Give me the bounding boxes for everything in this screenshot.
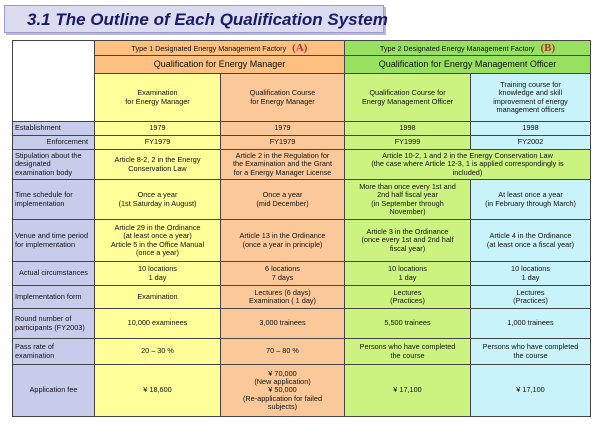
cell xyxy=(221,365,345,417)
cell xyxy=(221,262,345,286)
cell: ¥ 17,100 xyxy=(471,365,591,417)
cell xyxy=(345,286,471,309)
row-label: Stipulation about the designated examination body xyxy=(13,150,95,180)
row-stipulation xyxy=(13,150,591,180)
cell: FY2002 xyxy=(471,136,591,150)
qualification-header-row xyxy=(13,56,591,74)
row-label: Application fee xyxy=(13,365,95,417)
type2-badge: (B) xyxy=(540,41,556,54)
row-label: Implementation form xyxy=(13,286,95,309)
cell: 1979 xyxy=(95,122,221,136)
corner-cell xyxy=(13,41,95,122)
cell-text: More than once every 1st and 2nd half fiscal year (in September through November) xyxy=(359,182,456,216)
qual-officer-header: Qualification for Energy Management Officer xyxy=(345,56,591,74)
cell xyxy=(221,150,345,180)
row-label: Establishment xyxy=(13,122,95,136)
cell: 20 – 30 % xyxy=(95,339,221,365)
row-venue xyxy=(13,220,591,262)
cell: 1998 xyxy=(345,122,471,136)
cell-text: Article 2 in the Regulation for the Examination and the Grant for a Energy Manager License xyxy=(233,151,332,177)
row-actual xyxy=(13,262,591,286)
type1-badge: (A) xyxy=(292,41,308,54)
type2-header xyxy=(345,41,591,56)
row-participants xyxy=(13,309,591,339)
col-header-examination xyxy=(95,74,221,122)
cell xyxy=(221,286,345,309)
cell-text: Article 8-2, 2 in the Energy Conservation Law xyxy=(114,155,201,173)
cell xyxy=(221,180,345,220)
cell-text: Article 10-2, 1 and 2 in the Energy Conservation Law (the case where Article 12-3, 1 is applied correspondingly is included) xyxy=(371,151,564,177)
cell: 3,000 trainees xyxy=(221,309,345,339)
col-header-text: Examination for Energy Manager xyxy=(125,88,190,106)
cell-text: Once a year (mid December) xyxy=(256,190,309,208)
cell xyxy=(471,286,591,309)
type-header-row xyxy=(13,41,591,56)
cell xyxy=(95,180,221,220)
cell xyxy=(95,220,221,262)
row-schedule xyxy=(13,180,591,220)
cell-text: Article 3 in the Ordinance (once every 1st and 2nd half fiscal year) xyxy=(361,227,454,253)
cell: 1,000 trainees xyxy=(471,309,591,339)
cell: 5,500 trainees xyxy=(345,309,471,339)
cell: ¥ 17,100 xyxy=(345,365,471,417)
page-title: 3.1 The Outline of Each Qualification System xyxy=(27,10,388,29)
row-label: Enforcement xyxy=(13,136,95,150)
cell-text: Article 29 in the Ordinance (at least once a year) Article 5 in the Office Manual (once a year) xyxy=(110,223,205,257)
type2-label: Type 2 Designated Energy Management Factory xyxy=(379,43,535,53)
cell xyxy=(345,262,471,286)
row-form xyxy=(13,286,591,309)
type1-label: Type 1 Designated Energy Management Factory xyxy=(131,43,287,53)
cell-text: Once a year (1st Saturday in August) xyxy=(118,190,197,208)
row-enforcement xyxy=(13,136,591,150)
cell: ¥ 18,600 xyxy=(95,365,221,417)
cell: 1979 xyxy=(221,122,345,136)
cell: 70 – 80 % xyxy=(221,339,345,365)
row-label: Time schedule for implementation xyxy=(13,180,95,220)
cell xyxy=(471,339,591,365)
cell xyxy=(471,220,591,262)
row-label: Pass rate of examination xyxy=(13,339,95,365)
cell: 10,000 examinees xyxy=(95,309,221,339)
cell-merged xyxy=(345,150,591,180)
row-label: Venue and time period for implementation xyxy=(13,220,95,262)
row-passrate xyxy=(13,339,591,365)
cell-text: 10 locations 1 day xyxy=(511,264,550,282)
cell-text: ¥ 70,000 (New application) ¥ 50,000 (Re-application for failed subjects) xyxy=(242,369,323,411)
cell: FY1979 xyxy=(221,136,345,150)
cell xyxy=(221,220,345,262)
col-header-officer-course xyxy=(345,74,471,122)
col-header-text: Training course for knowledge and skill improvement of energy management officers xyxy=(493,80,568,114)
cell: FY1979 xyxy=(95,136,221,150)
qualification-table xyxy=(12,40,591,417)
cell xyxy=(345,339,471,365)
cell xyxy=(345,220,471,262)
cell-text: Article 13 in the Ordinance (once a year in principle) xyxy=(239,231,326,249)
row-label: Round number of participants (FY2003) xyxy=(13,309,95,339)
cell-text: Lectures (Practices) xyxy=(513,287,548,305)
col-header-text: Qualification Course for Energy Manager xyxy=(249,88,316,106)
col-header-manager-course xyxy=(221,74,345,122)
cell-text: Article 4 in the Ordinance (at least once a fiscal year) xyxy=(486,231,575,249)
column-header-row xyxy=(13,74,591,122)
col-header-text: Qualification Course for Energy Management Officer xyxy=(361,88,454,106)
cell-text: Persons who have completed the course xyxy=(482,342,579,360)
row-label: Actual circumstances xyxy=(13,262,95,286)
type1-header xyxy=(95,41,345,56)
qual-manager-header: Qualification for Energy Manager xyxy=(95,56,345,74)
cell xyxy=(471,180,591,220)
cell: 1998 xyxy=(471,122,591,136)
cell xyxy=(95,286,221,309)
cell-text: 10 locations 1 day xyxy=(138,264,177,282)
cell: FY1999 xyxy=(345,136,471,150)
cell xyxy=(95,262,221,286)
row-fee xyxy=(13,365,591,417)
cell xyxy=(95,150,221,180)
row-establishment xyxy=(13,122,591,136)
cell-text: 6 locations 7 days xyxy=(265,264,300,282)
cell xyxy=(471,262,591,286)
title-box xyxy=(4,5,388,33)
cell-text: Persons who have completed the course xyxy=(359,342,456,360)
cell xyxy=(345,180,471,220)
cell-text: 10 locations 1 day xyxy=(388,264,427,282)
cell-text: Lectures (6 days) Examination ( 1 day) xyxy=(249,287,316,305)
cell-text: Examination xyxy=(137,291,178,301)
col-header-training-course xyxy=(471,74,591,122)
cell-text: At least once a year (in February through March) xyxy=(485,190,576,208)
cell-text: Lectures (Practices) xyxy=(390,287,425,305)
